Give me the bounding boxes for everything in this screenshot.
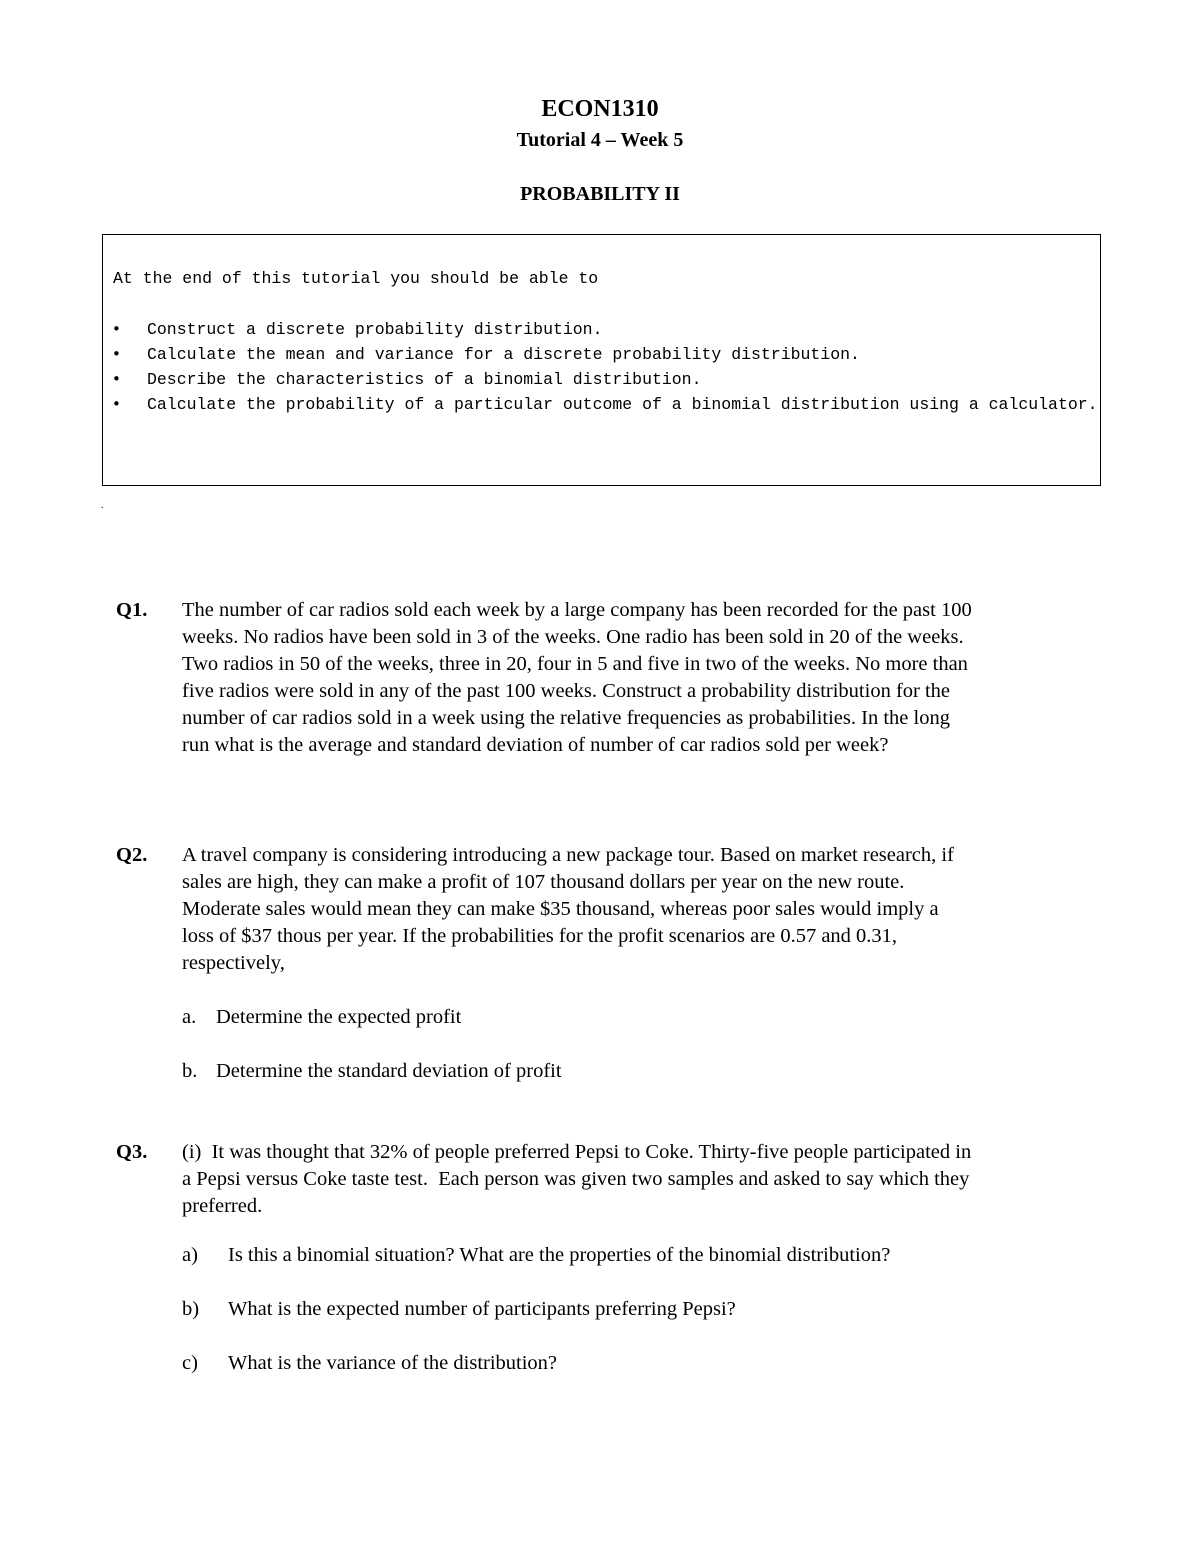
question-number: Q1. (116, 599, 148, 621)
bullet-icon: • (112, 395, 121, 413)
question-line: The number of car radios sold each week by a large company has been recorded for the past 100 (182, 599, 972, 621)
part-text: Is this a binomial situation? What are the properties of the binomial distribution? (228, 1244, 891, 1266)
tutorial-subtitle: Tutorial 4 – Week 5 (516, 129, 684, 151)
part-label: a) (182, 1244, 198, 1266)
question-text (182, 842, 1088, 977)
objective-text: Calculate the probability of a particular outcome of a binomial distribution using a calculator. (147, 395, 1098, 414)
objective-text: Calculate the mean and variance for a discrete probability distribution. (147, 345, 860, 364)
question-line: Moderate sales would mean they can make $35 thousand, whereas poor sales would imply a (182, 898, 939, 920)
part-text: Determine the standard deviation of profit (216, 1060, 562, 1082)
part-label: a. (182, 1006, 197, 1028)
question-line: (i) It was thought that 32% of people preferred Pepsi to Coke. Thirty-five people participated in (182, 1141, 972, 1163)
part-label: b) (182, 1298, 200, 1320)
part-label: c) (182, 1352, 198, 1374)
part-text: What is the expected number of participants preferring Pepsi? (228, 1298, 736, 1320)
bullet-icon: • (112, 320, 121, 338)
objectives-intro: At the end of this tutorial you should be able to (113, 269, 599, 288)
question-text (182, 1139, 1088, 1220)
question-line: five radios were sold in any of the past 100 weeks. Construct a probability distribution for the (182, 680, 951, 702)
topic-title: PROBABILITY II (520, 183, 680, 205)
question-line: sales are high, they can make a profit of 107 thousand dollars per year on the new route. (182, 871, 905, 893)
bullet-icon: • (112, 370, 121, 388)
question-line: Two radios in 50 of the weeks, three in 20, four in 5 and five in two of the weeks. No more than (182, 653, 968, 675)
question-line: number of car radios sold in a week using the relative frequencies as probabilities. In the long (182, 707, 950, 729)
question-line: preferred. (182, 1195, 263, 1217)
question-number: Q3. (116, 1141, 148, 1163)
question-line: respectively, (182, 952, 285, 974)
question-line: A travel company is considering introducing a new package tour. Based on market research, if (182, 844, 954, 866)
question-number: Q2. (116, 844, 148, 866)
stray-mark: . (101, 500, 104, 511)
course-code: ECON1310 (541, 96, 659, 122)
question-line: loss of $37 thous per year. If the probabilities for the profit scenarios are 0.57 and 0.31, (182, 925, 898, 947)
part-text: Determine the expected profit (216, 1006, 462, 1028)
objective-text: Describe the characteristics of a binomial distribution. (147, 370, 702, 389)
learning-objectives-box (102, 234, 1101, 486)
objective-text: Construct a discrete probability distribution. (147, 320, 603, 339)
question-line: weeks. No radios have been sold in 3 of the weeks. One radio has been sold in 20 of the weeks. (182, 626, 964, 648)
bullet-icon: • (112, 345, 121, 363)
question-text (182, 597, 1088, 759)
question-line: run what is the average and standard deviation of number of car radios sold per week? (182, 734, 889, 756)
part-label: b. (182, 1060, 198, 1082)
part-text: What is the variance of the distribution? (228, 1352, 558, 1374)
question-line: a Pepsi versus Coke taste test. Each person was given two samples and asked to say which they (182, 1168, 970, 1190)
